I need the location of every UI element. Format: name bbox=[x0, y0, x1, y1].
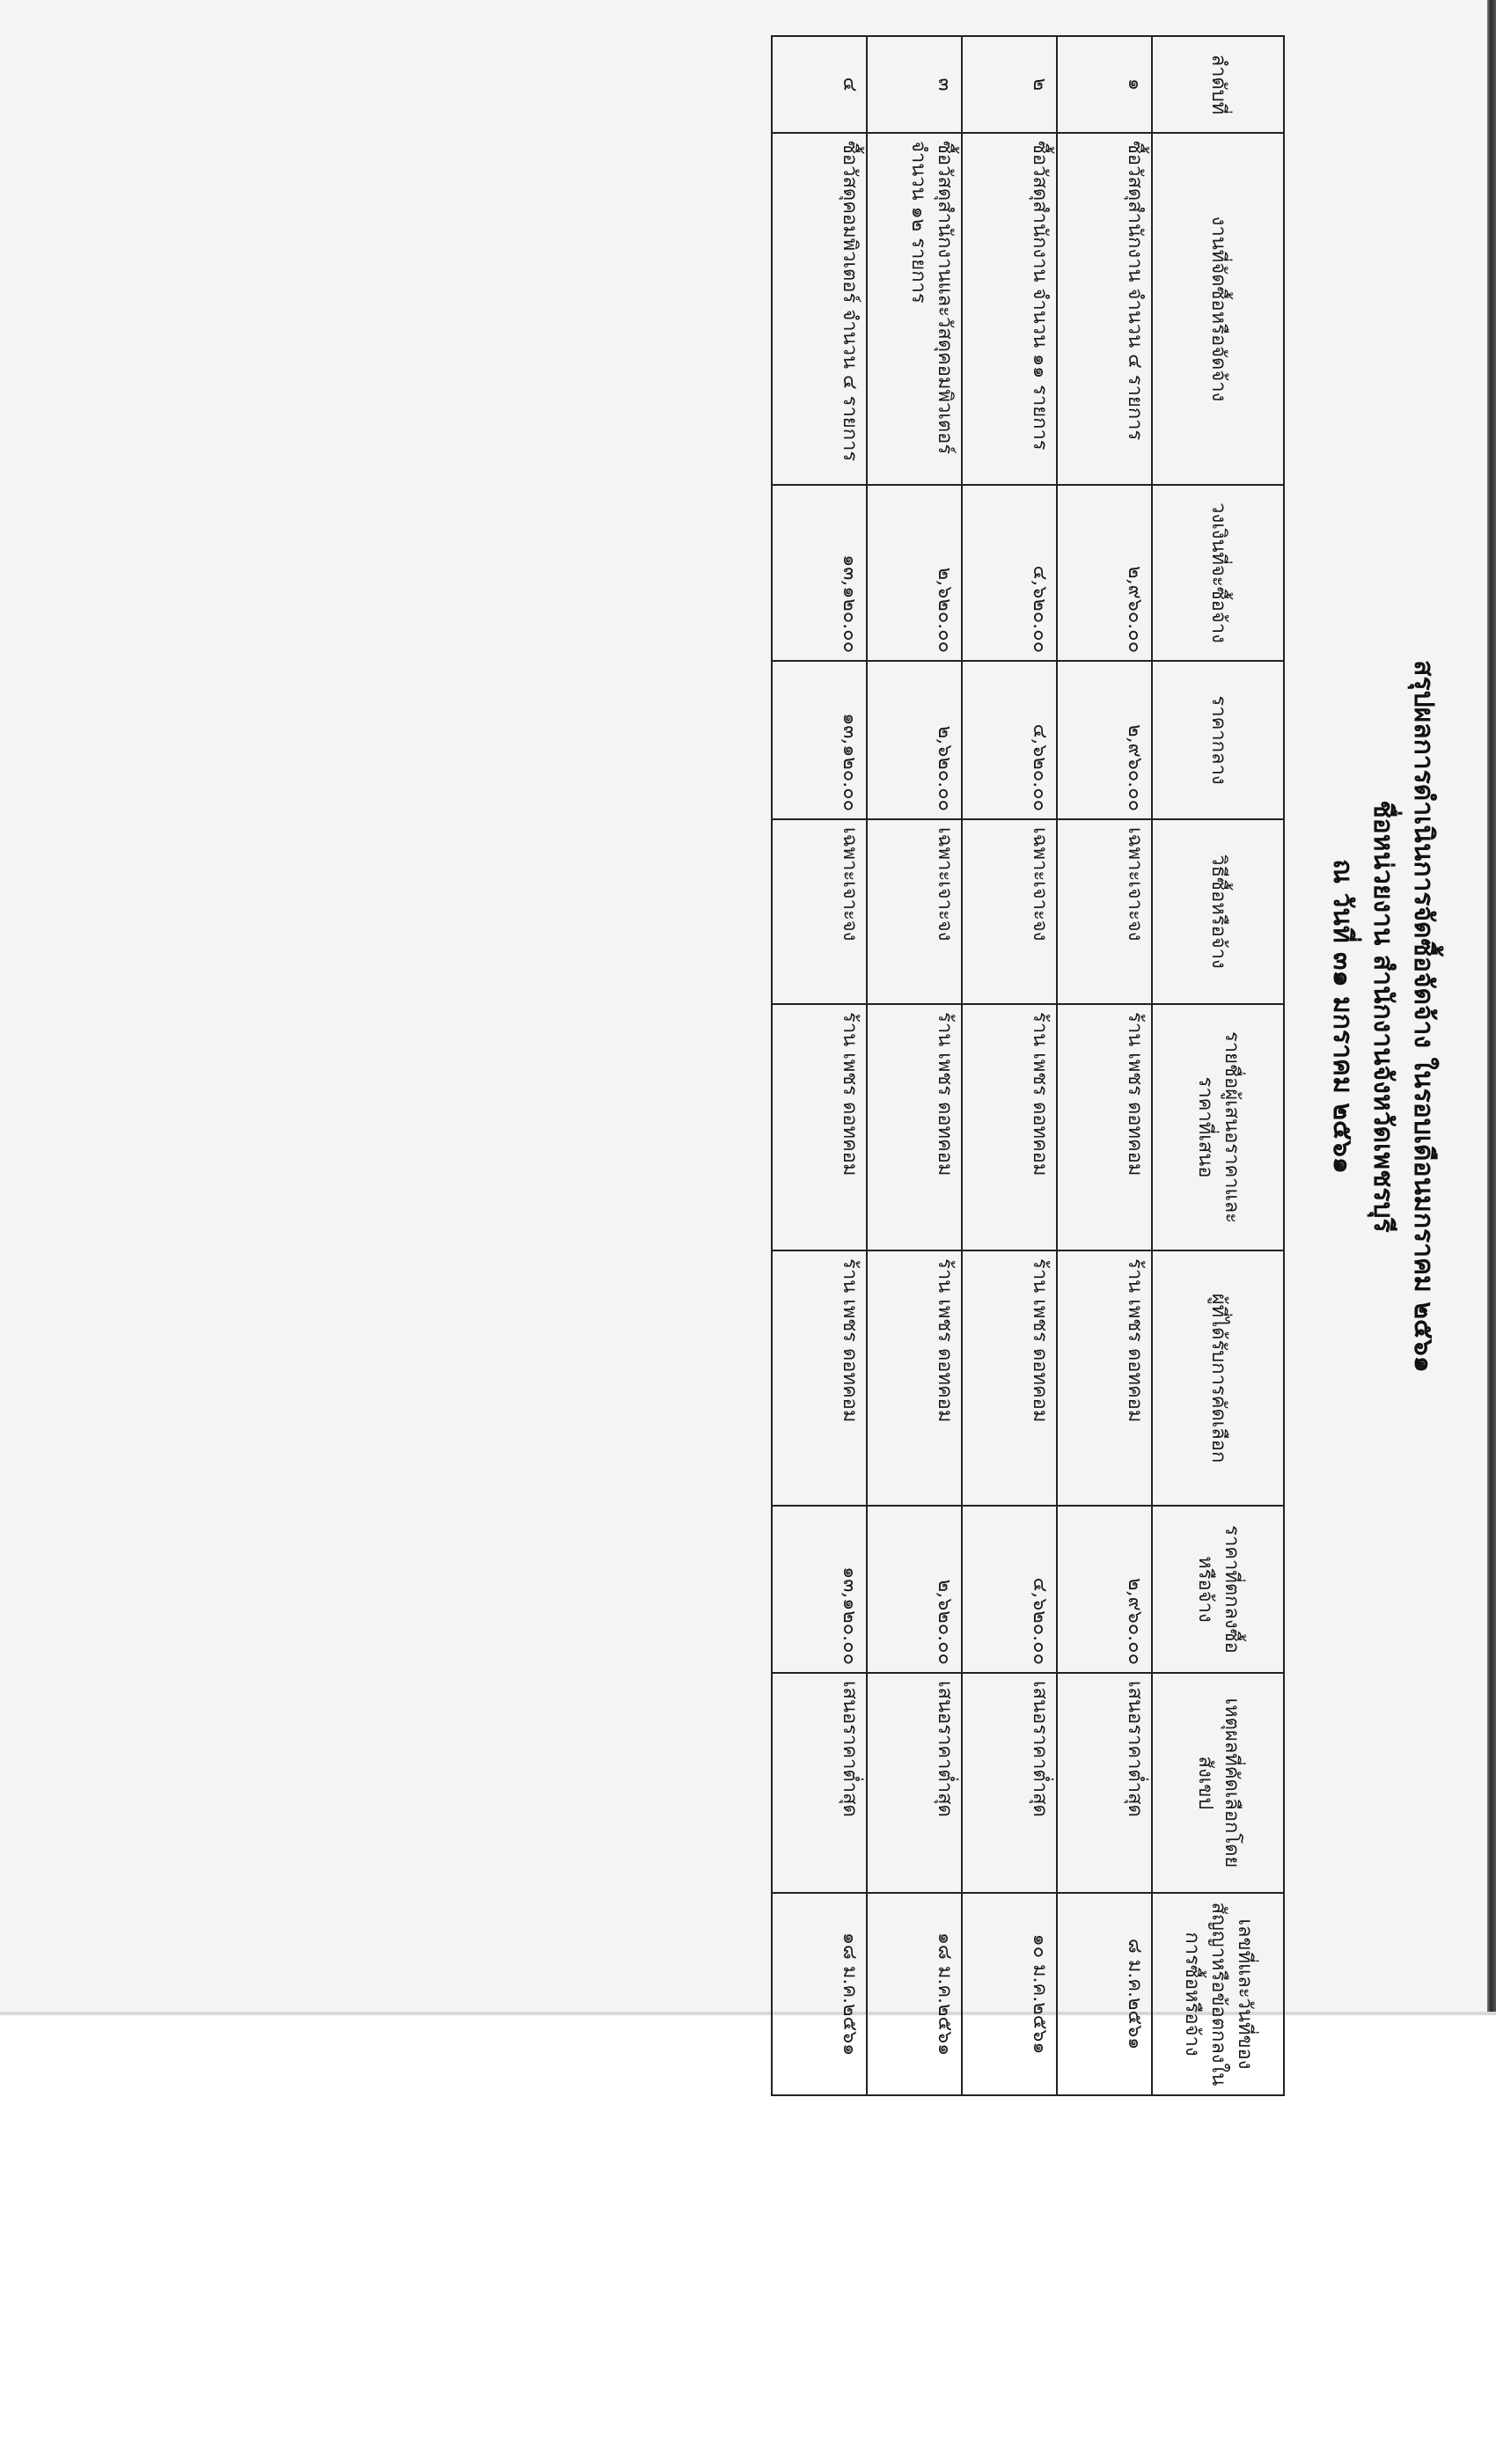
row-selected: ร้าน เพชร ดอทคอม bbox=[867, 1250, 962, 1506]
document-title: สรุปผลการดำเนินการจัดซื้อจัดจ้าง ในรอบเดือนมกราคม ๒๕๖๑ bbox=[1408, 660, 1439, 1373]
row-bidders: ร้าน เพชร ดอทคอม bbox=[962, 1004, 1057, 1250]
table-row bbox=[772, 36, 867, 2095]
row-agreed-price: ๒,๙๖๐.๐๐ bbox=[1057, 1506, 1152, 1673]
row-budget: ๒,๙๖๐.๐๐ bbox=[1057, 485, 1152, 661]
row-agreed-price: ๔,๖๒๐.๐๐ bbox=[962, 1506, 1057, 1673]
row-item: ซื้อวัสดุสำนักงานและวัสดุคอมพิวเตอร์ จำนวน ๑๒ รายการ bbox=[867, 133, 962, 485]
table-row bbox=[1057, 36, 1152, 2095]
row-no: ๔ bbox=[772, 36, 867, 133]
col-selected: ผู้ที่ได้รับการคัดเลือก bbox=[1152, 1250, 1284, 1506]
col-method: วิธีซื้อหรือจ้าง bbox=[1152, 819, 1284, 1004]
row-bidders: ร้าน เพชร ดอทคอม bbox=[772, 1004, 867, 1250]
row-no: ๒ bbox=[962, 36, 1057, 133]
col-bidders: รายชื่อผู้เสนอราคาและราคาที่เสนอ bbox=[1152, 1004, 1284, 1250]
report-date: ณ วันที่ ๓๑ มกราคม ๒๕๖๑ bbox=[1327, 859, 1358, 1174]
row-median-price: ๑๓,๑๒๐.๐๐ bbox=[772, 661, 867, 819]
title-block bbox=[1322, 18, 1443, 2015]
col-agreed-price: ราคาที่ตกลงซื้อหรือจ้าง bbox=[1152, 1506, 1284, 1673]
row-selected: ร้าน เพชร ดอทคอม bbox=[1057, 1250, 1152, 1506]
row-budget: ๑๓,๑๒๐.๐๐ bbox=[772, 485, 867, 661]
row-budget: ๔,๖๒๐.๐๐ bbox=[962, 485, 1057, 661]
row-method: เฉพาะเจาะจง bbox=[1057, 819, 1152, 1004]
row-item: ซื้อวัสดุสำนักงาน จำนวน ๔ รายการ bbox=[1057, 133, 1152, 485]
col-no: ลำดับที่ bbox=[1152, 36, 1284, 133]
row-selected: ร้าน เพชร ดอทคอม bbox=[962, 1250, 1057, 1506]
row-contract: ๑๘ ม.ค.๒๕๖๑ bbox=[867, 1893, 962, 2095]
row-selected: ร้าน เพชร ดอทคอม bbox=[772, 1250, 867, 1506]
col-median-price: ราคากลาง bbox=[1152, 661, 1284, 819]
row-method: เฉพาะเจาะจง bbox=[962, 819, 1057, 1004]
row-agreed-price: ๑๓,๑๒๐.๐๐ bbox=[772, 1506, 867, 1673]
col-item: งานที่จัดซื้อหรือจัดจ้าง bbox=[1152, 133, 1284, 485]
row-item: ซื้อวัสดุสำนักงาน จำนวน ๑๑ รายการ bbox=[962, 133, 1057, 485]
scanner-edge bbox=[1487, 0, 1496, 2015]
col-reason: เหตุผลที่คัดเลือกโดยสังเขป bbox=[1152, 1673, 1284, 1893]
row-median-price: ๒,๖๒๐.๐๐ bbox=[867, 661, 962, 819]
row-reason: เสนอราคาต่ำสุด bbox=[1057, 1673, 1152, 1893]
agency-name: ชื่อหน่วยงาน สำนักงานจังหวัดเพชรบุรี bbox=[1368, 800, 1398, 1233]
row-no: ๑ bbox=[1057, 36, 1152, 133]
rotated-document bbox=[572, 18, 1461, 2086]
row-contract: ๑๘ ม.ค.๒๕๖๑ bbox=[772, 1893, 867, 2095]
table-row bbox=[962, 36, 1057, 2095]
row-budget: ๒,๖๒๐.๐๐ bbox=[867, 485, 962, 661]
table-header-row bbox=[1152, 36, 1284, 2095]
procurement-table bbox=[771, 35, 1285, 2096]
row-method: เฉพาะเจาะจง bbox=[772, 819, 867, 1004]
row-no: ๓ bbox=[867, 36, 962, 133]
row-contract: ๑๐ ม.ค.๒๕๖๑ bbox=[962, 1893, 1057, 2095]
row-item: ซื้อวัสดุคอมพิวเตอร์ จำนวน ๔ รายการ bbox=[772, 133, 867, 485]
row-reason: เสนอราคาต่ำสุด bbox=[867, 1673, 962, 1893]
row-median-price: ๒,๙๖๐.๐๐ bbox=[1057, 661, 1152, 819]
row-agreed-price: ๒,๖๒๐.๐๐ bbox=[867, 1506, 962, 1673]
row-median-price: ๔,๖๒๐.๐๐ bbox=[962, 661, 1057, 819]
row-reason: เสนอราคาต่ำสุด bbox=[772, 1673, 867, 1893]
col-contract: เลขที่และวันที่ของสัญญาหรือข้อตกลงในการซื้อหรือจ้าง bbox=[1152, 1893, 1284, 2095]
row-contract: ๘ ม.ค.๒๕๖๑ bbox=[1057, 1893, 1152, 2095]
row-bidders: ร้าน เพชร ดอทคอม bbox=[1057, 1004, 1152, 1250]
row-method: เฉพาะเจาะจง bbox=[867, 819, 962, 1004]
row-reason: เสนอราคาต่ำสุด bbox=[962, 1673, 1057, 1893]
row-bidders: ร้าน เพชร ดอทคอม bbox=[867, 1004, 962, 1250]
table-row bbox=[867, 36, 962, 2095]
col-budget: วงเงินที่จะซื้อจ้าง bbox=[1152, 485, 1284, 661]
